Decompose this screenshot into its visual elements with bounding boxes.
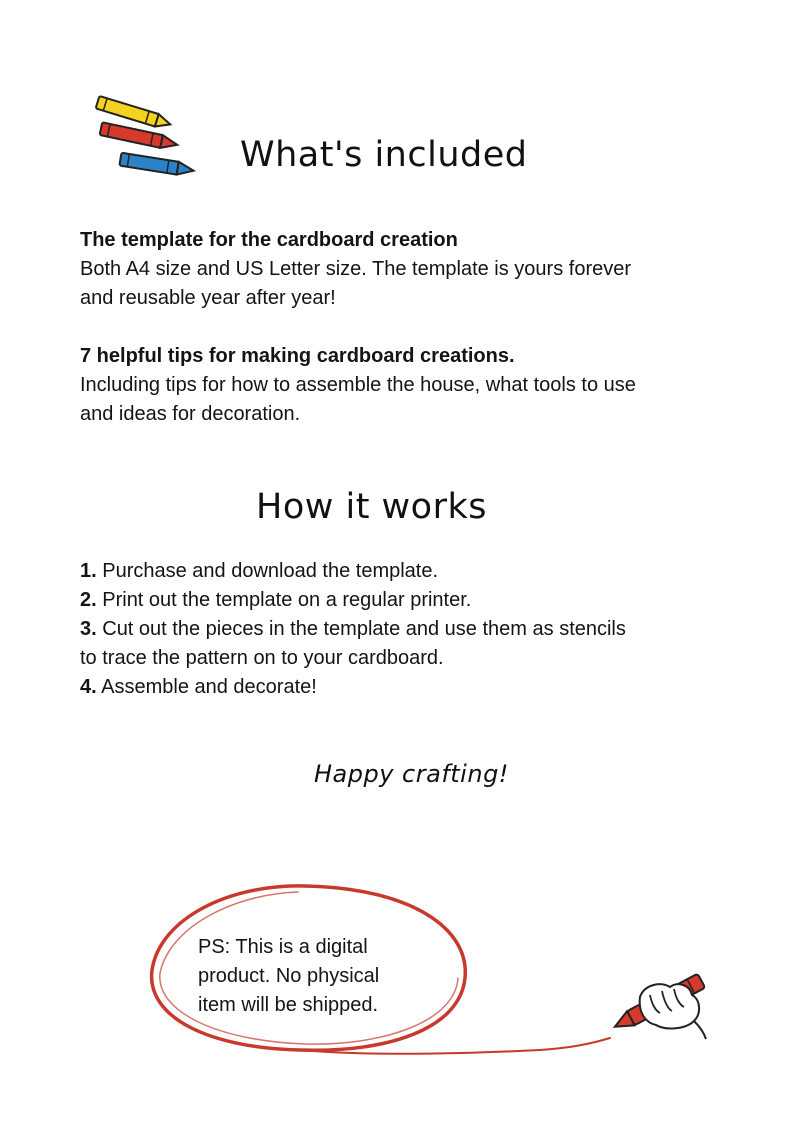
included-item-text-line: Including tips for how to assemble the house, what tools to use (80, 374, 636, 396)
included-item-title: 7 helpful tips for making cardboard creations. (80, 345, 515, 367)
ps-note-line: product. No physical (198, 965, 380, 987)
included-item-tips (80, 342, 720, 429)
how-it-works-heading: How it works (256, 487, 487, 527)
ps-note-line: PS: This is a digital (198, 936, 368, 958)
step-text: Cut out the pieces in the template and use them as stencils (96, 618, 626, 640)
step-number: 1. (80, 560, 97, 582)
step-text: Purchase and download the template. (96, 560, 439, 582)
included-item-text-line: Both A4 size and US Letter size. The template is yours forever (80, 258, 632, 280)
included-item-template (80, 226, 720, 313)
step-item (80, 586, 720, 615)
step-item (80, 557, 720, 586)
step-item (80, 615, 720, 644)
whats-included-heading: What's included (240, 135, 528, 175)
step-item (80, 673, 720, 702)
step-text: Assemble and decorate! (96, 676, 317, 698)
ps-note (198, 933, 428, 1020)
included-item-text-line: and ideas for decoration. (80, 403, 301, 425)
step-text: Print out the template on a regular printer. (96, 589, 472, 611)
crayons-icon (88, 92, 203, 187)
step-number: 4. (80, 676, 97, 698)
red-crayon-icon (100, 122, 179, 151)
blue-crayon-icon (119, 153, 194, 177)
step-text-continued: to trace the pattern on to your cardboard. (80, 647, 444, 669)
step-number: 2. (80, 589, 97, 611)
happy-crafting-text: Happy crafting! (314, 760, 509, 788)
hand-with-crayon-icon (600, 965, 725, 1045)
included-item-title: The template for the cardboard creation (80, 229, 458, 251)
steps-list (80, 557, 720, 702)
ps-note-line: item will be shipped. (198, 994, 379, 1016)
step-number: 3. (80, 618, 97, 640)
included-item-text-line: and reusable year after year! (80, 287, 336, 309)
